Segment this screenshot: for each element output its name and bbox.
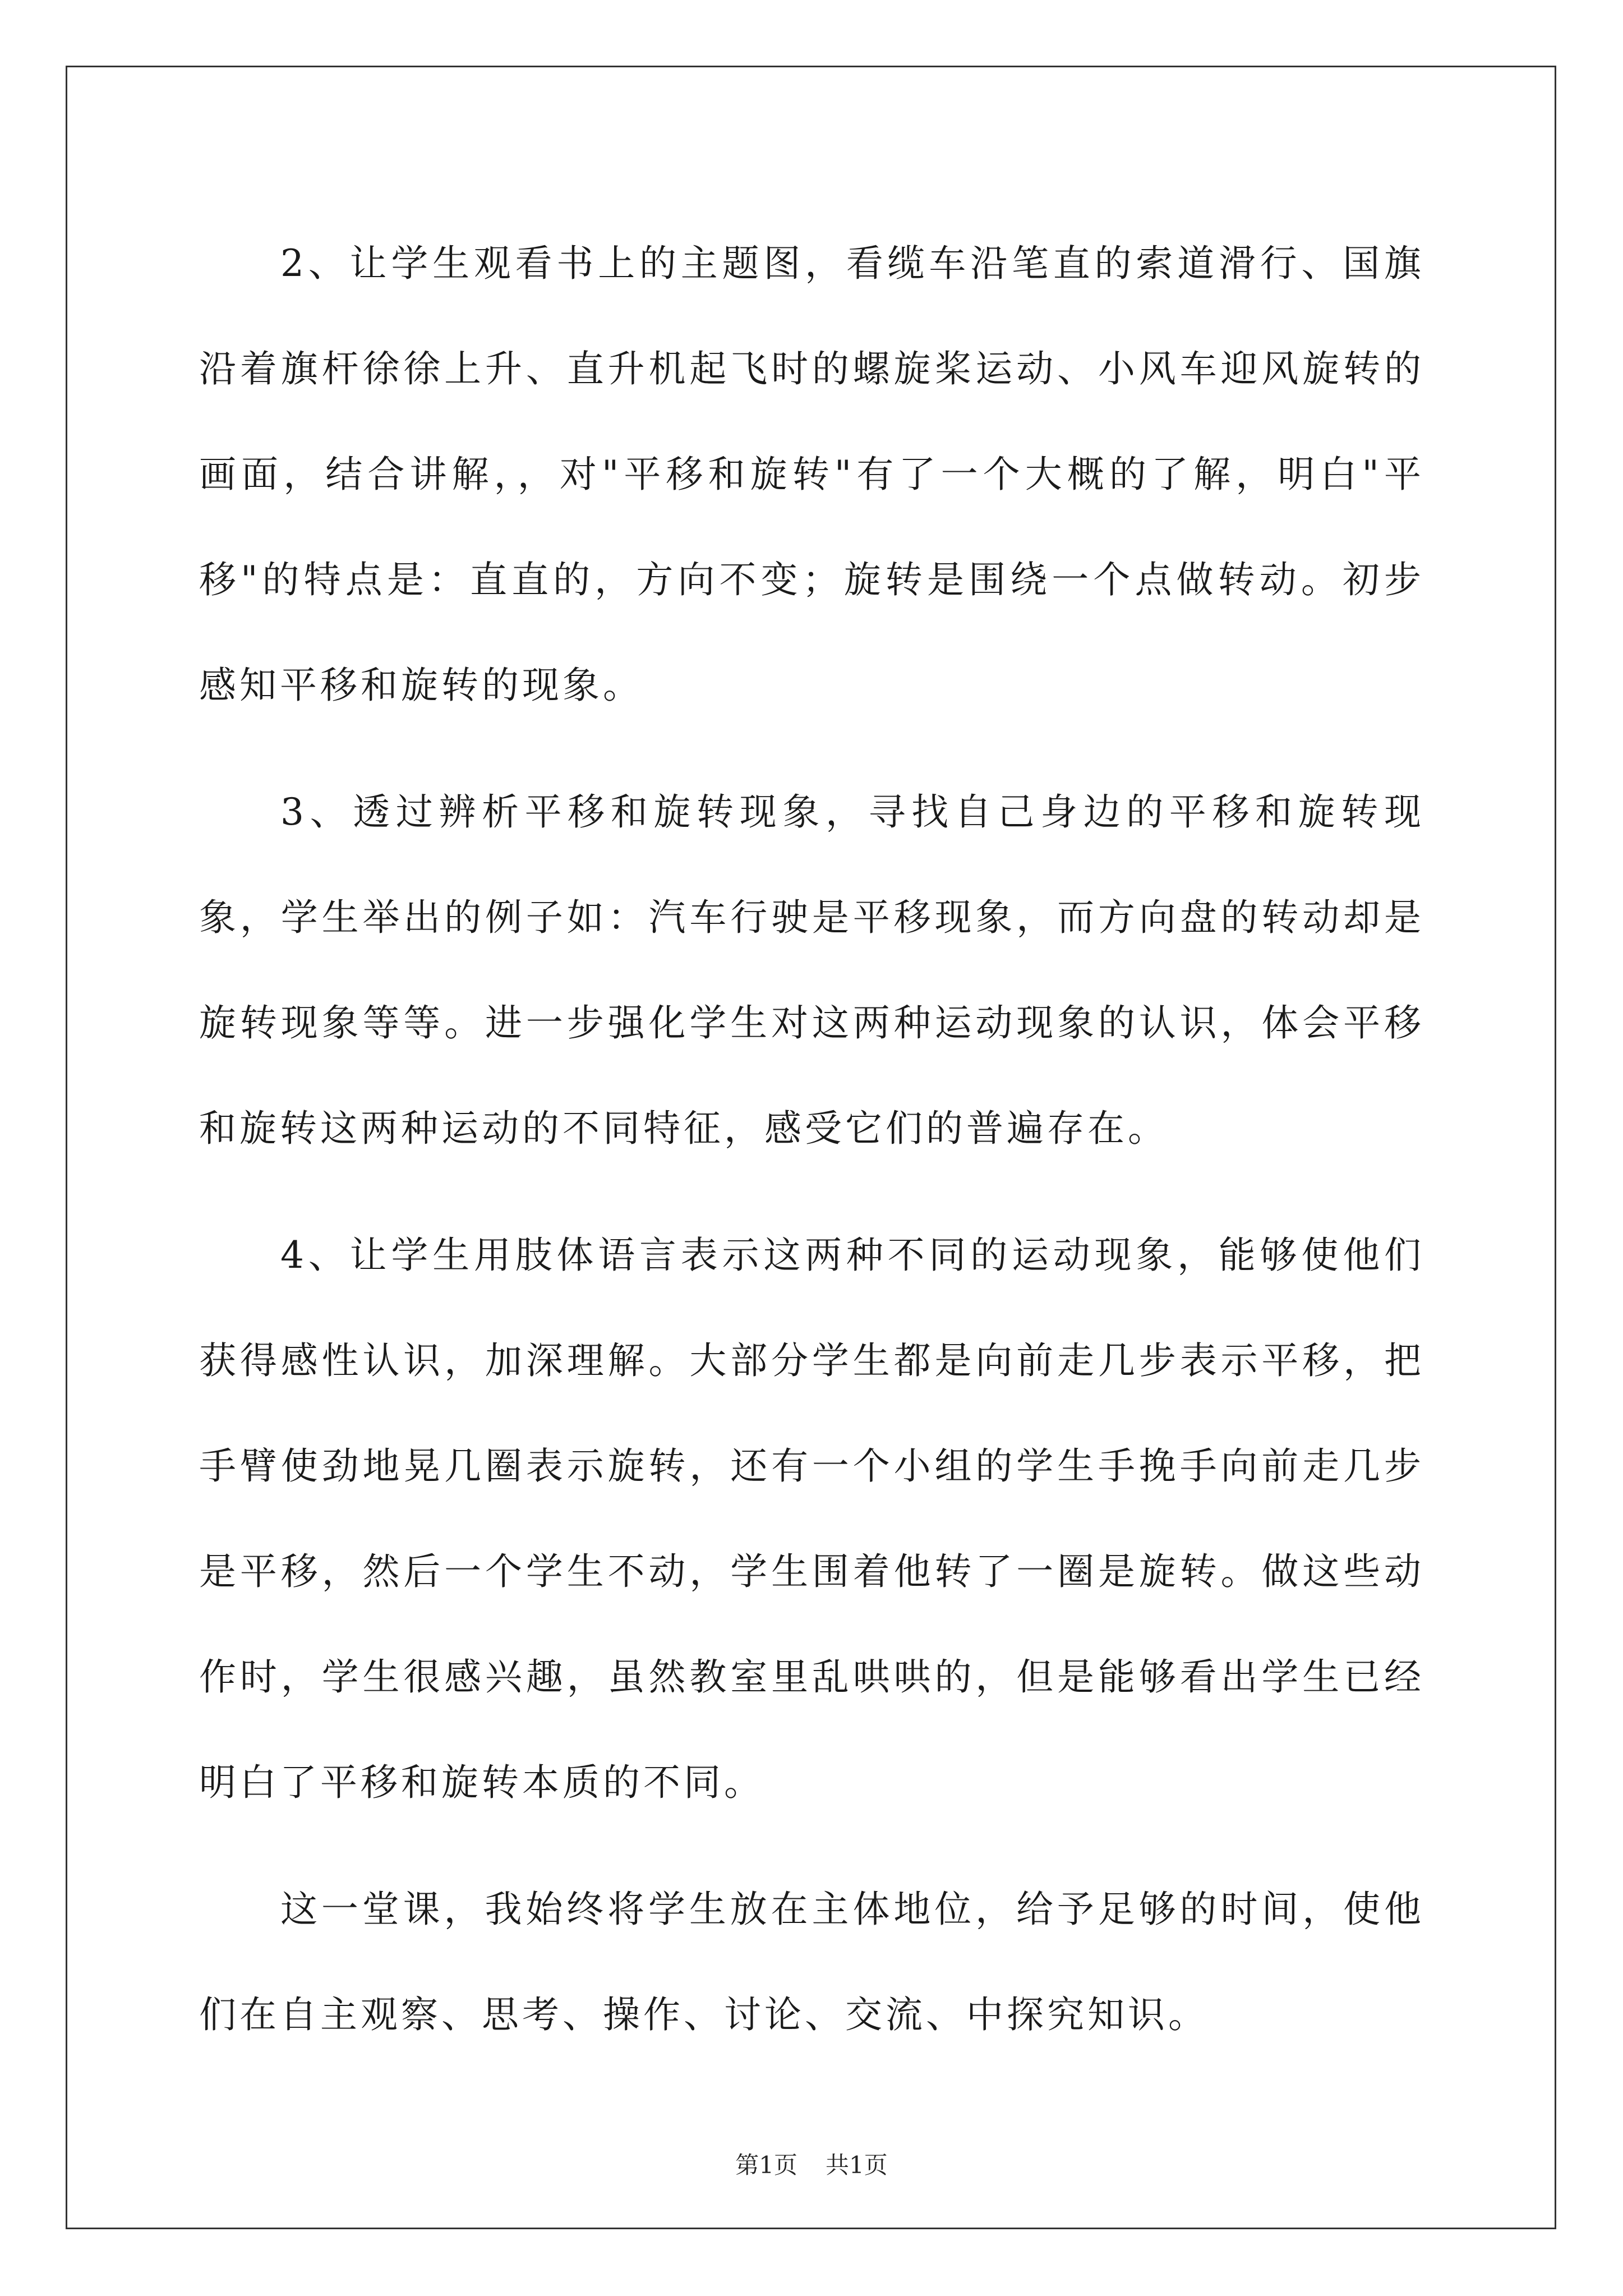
paragraph-2: 2、让学生观看书上的主题图，看缆车沿笔直的索道滑行、国旗沿着旗杆徐徐上升、直升机起飞时的螺旋桨运动、小风车迎风旋转的画面，结合讲解，，对"平移和旋转"有了一个大概的了解，明白"平移"的特点是：直直的，方向不变；旋转是围绕一个点做转动。初步感知平移和旋转的现象。 xyxy=(199,242,1424,707)
page-total: 共1页 xyxy=(826,2151,888,2179)
page-footer xyxy=(0,2148,1623,2182)
paragraph-summary: 这一堂课，我始终将学生放在主体地位，给予足够的时间，使他们在自主观察、思考、操作、讨论、交流、中探究知识。 xyxy=(199,1888,1424,2036)
paragraph-3: 3、透过辨析平移和旋转现象，寻找自己身边的平移和旋转现象，学生举出的例子如：汽车行驶是平移现象，而方向盘的转动却是旋转现象等等。进一步强化学生对这两种运动现象的认识，体会平移和旋转这两种运动的不同特征，感受它们的普遍存在。 xyxy=(199,790,1424,1150)
paragraph-4: 4、让学生用肢体语言表示这两种不同的运动现象，能够使他们获得感性认识，加深理解。大部分学生都是向前走几步表示平移，把手臂使劲地晃几圈表示旋转，还有一个小组的学生手挽手向前走几步是平移，然后一个学生不动，学生围着他转了一圈是旋转。做这些动作时，学生很感兴趣，虽然教室里乱哄哄的，但是能够看出学生已经明白了平移和旋转本质的不同。 xyxy=(199,1234,1424,1804)
document-body xyxy=(199,211,1424,2089)
page-number: 第1页 xyxy=(735,2151,797,2179)
